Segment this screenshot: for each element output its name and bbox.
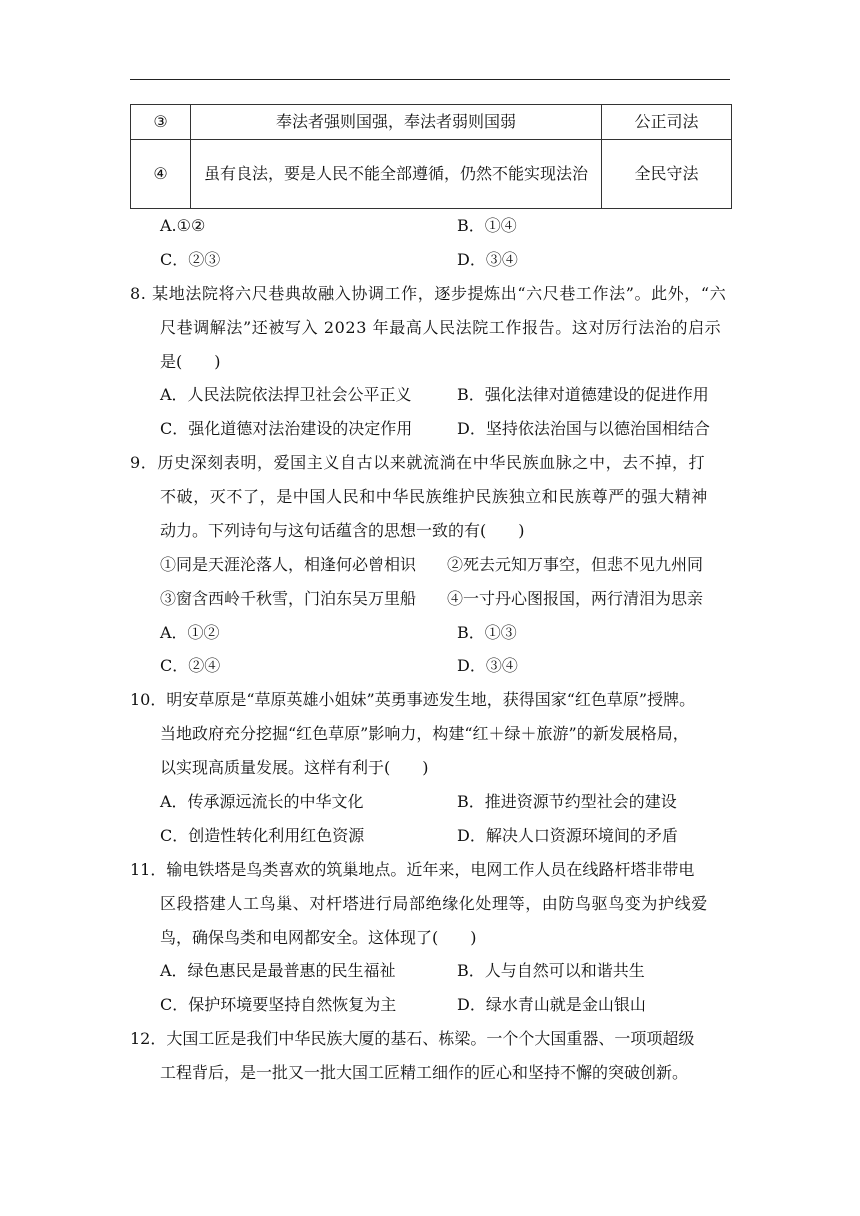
q8-stem-line: 尺巷调解法”还被写入 2023 年最高人民法院工作报告。这对厉行法治的启示 <box>160 318 722 337</box>
row-category: 全民守法 <box>602 140 732 209</box>
q12-stem-line: 12．大国工匠是我们中华民族大厦的基石、栋梁。一个个大国重器、一项项超级 <box>130 1029 695 1048</box>
q12-stem-line: 工程背后，是一批又一批大国工匠精工细作的匠心和坚持不懈的突破创新。 <box>160 1063 689 1082</box>
q8-option-b: B．强化法律对道德建设的促进作用 <box>457 385 709 404</box>
q8-stem-line: 是( ) <box>160 352 221 371</box>
q10-stem-line: 10．明安草原是“草原英雄小姐妹”英勇事迹发生地，获得国家“红色草原”授牌。 <box>130 690 696 709</box>
q7-option-c: C．②③ <box>160 250 221 269</box>
row-statement: 奉法者强则国强，奉法者弱则国弱 <box>191 105 602 140</box>
q10-stem-line: 以实现高质量发展。这样有利于( ) <box>160 758 429 777</box>
q10-option-a: A．传承源远流长的中华文化 <box>160 792 364 811</box>
q9-stem-line: 动力。下列诗句与这句话蕴含的思想一致的有( ) <box>160 521 525 540</box>
row-category: 公正司法 <box>602 105 732 140</box>
q7-option-a: A.①② <box>160 216 206 235</box>
q8-option-c: C．强化道德对法治建设的决定作用 <box>160 419 413 438</box>
q9-option-b: B．①③ <box>457 623 517 642</box>
q9-option-c: C．②④ <box>160 656 221 675</box>
row-number: ④ <box>131 140 191 209</box>
q9-option-d: D．③④ <box>457 656 518 675</box>
row-statement: 虽有良法，要是人民不能全部遵循，仍然不能实现法治 <box>191 140 602 209</box>
q11-option-a: A．绿色惠民是最普惠的民生福祉 <box>160 961 396 980</box>
q8-stem-line: 8. 某地法院将六尺巷典故融入协调工作，逐步提炼出“六尺巷工作法”。此外，“六 <box>130 284 727 303</box>
q11-option-c: C．保护环境要坚持自然恢复为主 <box>160 995 397 1014</box>
q7-option-b: B．①④ <box>457 216 517 235</box>
options-table <box>130 104 732 209</box>
header-rule <box>130 79 730 80</box>
q9-poem-item: ③窗含西岭千秋雪，门泊东吴万里船 <box>160 589 417 608</box>
q11-option-b: B．人与自然可以和谐共生 <box>457 961 645 980</box>
q8-option-a: A．人民法院依法捍卫社会公平正义 <box>160 385 412 404</box>
q9-stem-line: 不破，灭不了，是中国人民和中华民族维护民族独立和民族尊严的强大精神 <box>160 487 708 506</box>
q10-option-b: B．推进资源节约型社会的建设 <box>457 792 677 811</box>
table-row <box>131 105 732 140</box>
q9-poem-item: ④一寸丹心图报国，两行清泪为思亲 <box>447 589 704 608</box>
q10-option-c: C．创造性转化利用红色资源 <box>160 826 365 845</box>
row-number: ③ <box>131 105 191 140</box>
q11-stem-line: 区段搭建人工鸟巢、对杆塔进行局部绝缘化处理等，由防鸟驱鸟变为护线爱 <box>160 894 708 913</box>
q9-poem-item: ②死去元知万事空，但悲不见九州同 <box>447 555 704 574</box>
q7-option-d: D．③④ <box>457 250 518 269</box>
q9-option-a: A．①② <box>160 623 220 642</box>
q9-stem-line: 9．历史深刻表明，爱国主义自古以来就流淌在中华民族血脉之中，去不掉，打 <box>130 453 706 472</box>
q11-option-d: D．绿水青山就是金山银山 <box>457 995 646 1014</box>
q9-poem-item: ①同是天涯沦落人，相逢何必曾相识 <box>160 555 417 574</box>
q10-stem-line: 当地政府充分挖掘“红色草原”影响力，构建“红＋绿＋旅游”的新发展格局， <box>160 724 689 743</box>
q8-option-d: D．坚持依法治国与以德治国相结合 <box>457 419 710 438</box>
table-row <box>131 140 732 209</box>
q11-stem-line: 11．输电铁塔是鸟类喜欢的筑巢地点。近年来，电网工作人员在线路杆塔非带电 <box>130 860 695 879</box>
q10-option-d: D．解决人口资源环境间的矛盾 <box>457 826 678 845</box>
q11-stem-line: 鸟，确保鸟类和电网都安全。这体现了( ) <box>160 928 477 947</box>
